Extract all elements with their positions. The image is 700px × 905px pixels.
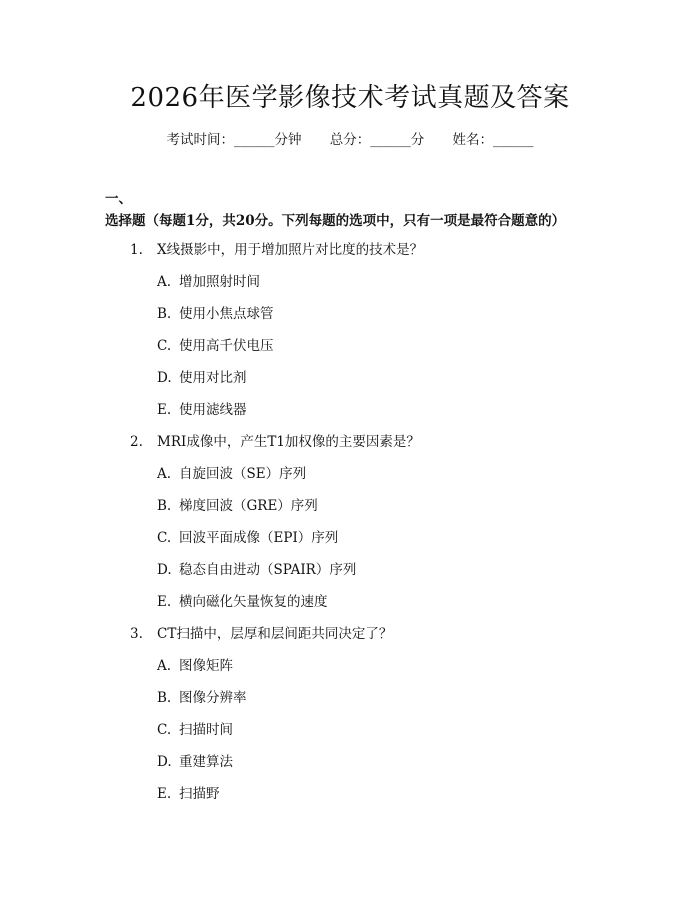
option-text: 使用小焦点球管 — [179, 306, 274, 322]
option-text: 使用高千伏电压 — [179, 338, 274, 354]
option-letter: E. — [157, 402, 172, 418]
option-text: 横向磁化矢量恢复的速度 — [179, 594, 328, 610]
option-d — [0, 752, 700, 784]
option-a — [0, 272, 700, 304]
option-a — [0, 464, 700, 496]
option-text: 回波平面成像（EPI）序列 — [179, 530, 339, 546]
question-number: 2. — [130, 434, 143, 450]
option-text: 图像分辨率 — [179, 690, 247, 706]
option-text: 扫描时间 — [179, 722, 233, 738]
option-text: 使用滤线器 — [179, 402, 247, 418]
exam-time-field: 考试时间：______分钟 — [166, 132, 302, 148]
option-letter: E. — [157, 786, 172, 802]
question-3 — [0, 624, 700, 816]
option-e — [0, 400, 700, 432]
question-stem — [0, 432, 700, 464]
page-title: 2026年医学影像技术考试真题及答案 — [130, 83, 570, 113]
option-a — [0, 656, 700, 688]
option-c — [0, 336, 700, 368]
question-2 — [0, 432, 700, 624]
question-text: CT扫描中，层厚和层间距共同决定了？ — [157, 626, 393, 642]
option-d — [0, 368, 700, 400]
option-letter: D. — [157, 562, 172, 578]
section-heading — [105, 188, 595, 232]
option-text: 稳态自由进动（SPAIR）序列 — [179, 562, 357, 578]
option-letter: C. — [157, 338, 172, 354]
option-text: 自旋回波（SE）序列 — [179, 466, 307, 482]
option-letter: B. — [157, 306, 172, 322]
section-heading-text: 选择题（每题1分，共20分。下列每题的选项中，只有一项是最符合题意的） — [105, 213, 566, 229]
option-letter: E. — [157, 594, 172, 610]
question-1 — [0, 240, 700, 432]
option-letter: A. — [157, 658, 172, 674]
option-b — [0, 688, 700, 720]
total-score-field: 总分：______分 — [329, 132, 425, 148]
exam-meta — [0, 130, 700, 150]
option-letter: B. — [157, 498, 172, 514]
question-text: MRI成像中，产生T1加权像的主要因素是？ — [157, 434, 420, 450]
question-stem — [0, 624, 700, 656]
question-text: X线摄影中，用于增加照片对比度的技术是？ — [157, 242, 424, 258]
question-number: 3. — [130, 626, 143, 642]
option-text: 扫描野 — [179, 786, 220, 802]
option-e — [0, 592, 700, 624]
option-letter: D. — [157, 370, 172, 386]
option-d — [0, 560, 700, 592]
option-letter: D. — [157, 754, 172, 770]
option-e — [0, 784, 700, 816]
option-text: 图像矩阵 — [179, 658, 233, 674]
option-c — [0, 720, 700, 752]
option-text: 增加照射时间 — [179, 274, 260, 290]
option-text: 梯度回波（GRE）序列 — [179, 498, 318, 514]
question-list — [0, 240, 700, 816]
option-letter: C. — [157, 530, 172, 546]
option-text: 重建算法 — [179, 754, 233, 770]
option-letter: B. — [157, 690, 172, 706]
option-letter: C. — [157, 722, 172, 738]
student-name-field: 姓名：______ — [452, 132, 534, 148]
option-b — [0, 496, 700, 528]
option-text: 使用对比剂 — [179, 370, 247, 386]
option-letter: A. — [157, 274, 172, 290]
option-letter: A. — [157, 466, 172, 482]
option-c — [0, 528, 700, 560]
option-b — [0, 304, 700, 336]
question-stem — [0, 240, 700, 272]
question-number: 1. — [130, 242, 143, 258]
section-number: 一、 — [105, 191, 132, 207]
